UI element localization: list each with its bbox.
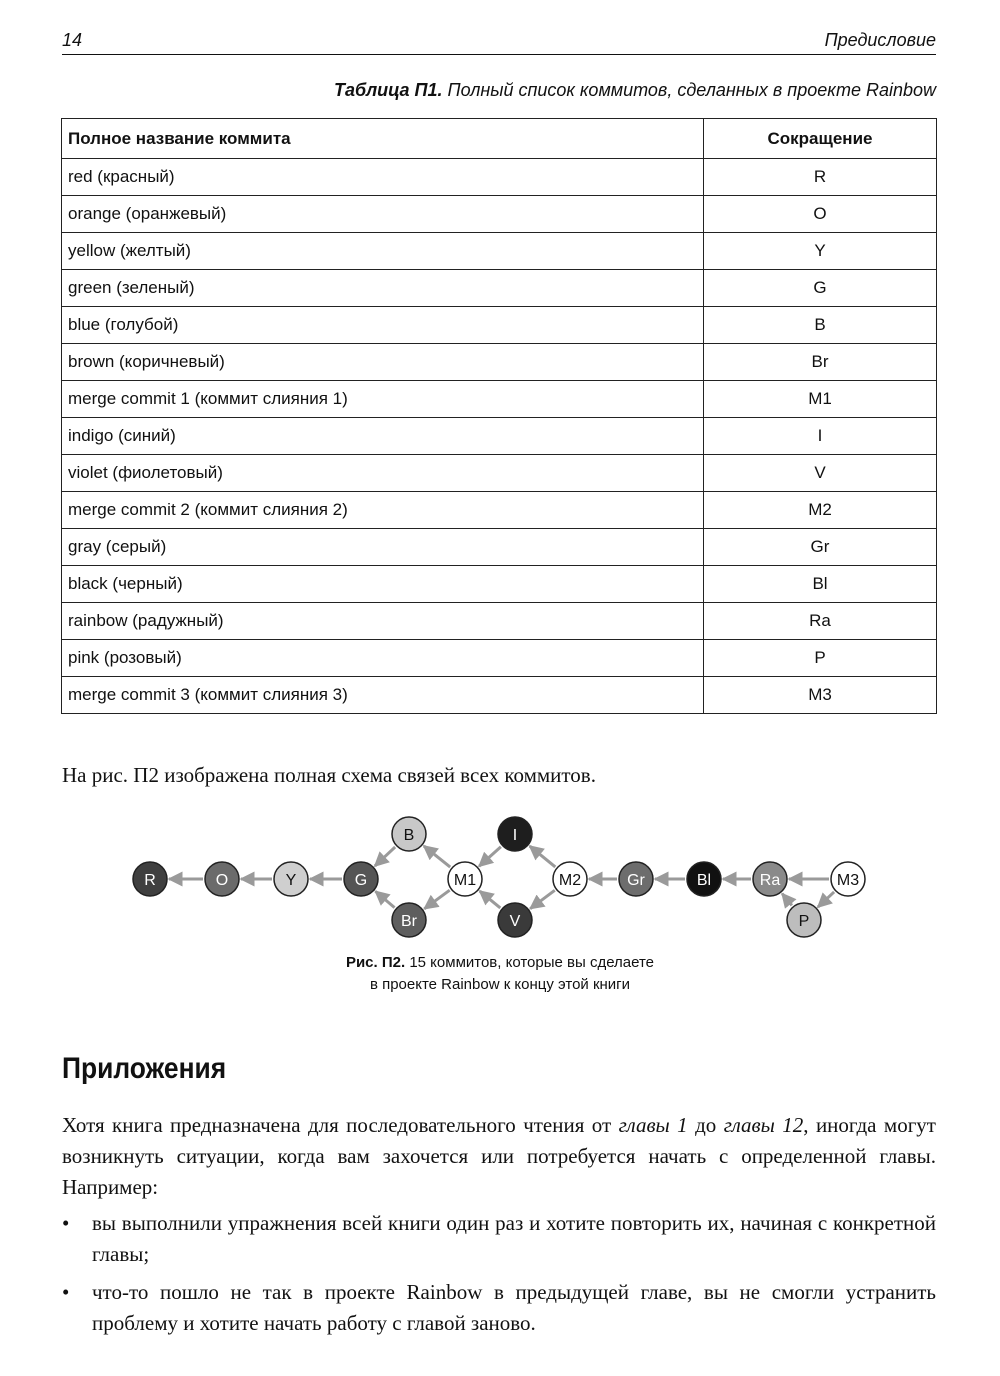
body-paragraph <box>62 1110 936 1203</box>
commit-abbreviation: O <box>704 196 937 233</box>
commit-node-label: V <box>509 913 521 930</box>
commit-abbreviation: R <box>704 159 937 196</box>
commit-abbreviation: Bl <box>704 566 937 603</box>
parent-edge-m1-b <box>424 846 450 867</box>
table-caption <box>334 80 936 101</box>
list-item-text: что-то пошло не так в проекте Rainbow в предыдущей главе, вы не смогли устранить проблему и хотите начать работу с главой заново. <box>92 1280 936 1335</box>
commit-node-label: Br <box>401 913 417 930</box>
commit-node-label: M3 <box>836 872 860 889</box>
commit-full-name: pink (розовый) <box>62 640 704 677</box>
parent-edge-m2-i <box>530 846 556 867</box>
list-item <box>62 1277 936 1339</box>
commit-abbreviation: Br <box>704 344 937 381</box>
commit-full-name: blue (голубой) <box>62 307 704 344</box>
commit-node-r <box>133 862 167 896</box>
commit-abbreviation: G <box>704 270 937 307</box>
commit-node-label: G <box>354 872 368 889</box>
figure-caption-text-1: 15 коммитов, которые вы сделаете <box>409 954 655 971</box>
commit-abbreviation: I <box>704 418 937 455</box>
running-head <box>62 28 936 55</box>
commit-full-name: orange (оранжевый) <box>62 196 704 233</box>
commit-node-br <box>392 903 426 937</box>
commit-full-name: brown (коричневый) <box>62 344 704 381</box>
bullet-marker: • <box>62 1280 70 1304</box>
commit-abbreviation: P <box>704 640 937 677</box>
parent-edge-i-m1 <box>479 847 501 867</box>
commit-node-bl <box>687 862 721 896</box>
commits-table <box>61 118 937 714</box>
table-row <box>62 455 937 492</box>
column-header-full-name: Полное название коммита <box>62 119 704 159</box>
commit-node-label: R <box>144 872 156 889</box>
commit-abbreviation: Gr <box>704 529 937 566</box>
commit-full-name: merge commit 1 (коммит слияния 1) <box>62 381 704 418</box>
figure-caption-label: Рис. П2. <box>345 954 406 971</box>
commit-abbreviation: V <box>704 455 937 492</box>
commit-full-name: gray (серый) <box>62 529 704 566</box>
commit-full-name: violet (фиолетовый) <box>62 455 704 492</box>
commit-node-label: P <box>798 913 810 930</box>
table-row <box>62 159 937 196</box>
table-row <box>62 603 937 640</box>
commit-abbreviation: Y <box>704 233 937 270</box>
body-text-part-3: , иногда могут возникнуть ситуации, когда вам захочется или потребуется начать с определенной главы. Например: <box>62 1113 936 1199</box>
table-row <box>62 233 937 270</box>
table-caption-label: Таблица П1. <box>334 80 443 100</box>
commit-node-b <box>392 817 426 851</box>
list-item <box>62 1208 936 1270</box>
list-item-text: вы выполнили упражнения всей книги один раз и хотите повторить их, начиная с конкретной главы; <box>92 1211 936 1266</box>
commit-node-label: Bl <box>696 872 712 889</box>
chapter-reference-2: главы 12 <box>723 1113 804 1137</box>
section-heading: Приложения <box>62 1052 227 1085</box>
bullet-marker: • <box>62 1211 70 1235</box>
commit-node-m3 <box>831 862 865 896</box>
parent-edge-m2-v <box>530 890 555 908</box>
commit-node-label: Y <box>285 872 297 889</box>
commit-node-g <box>344 862 378 896</box>
table-header-row <box>62 119 937 159</box>
commit-node-label: Ra <box>759 872 781 889</box>
commit-node-o <box>205 862 239 896</box>
commit-node-ra <box>753 862 787 896</box>
table-row <box>62 492 937 529</box>
commit-node-label: I <box>512 827 518 844</box>
commit-node-label: Gr <box>627 872 645 889</box>
commit-node-p <box>787 903 821 937</box>
commit-abbreviation: M3 <box>704 677 937 714</box>
commit-node-m1 <box>448 862 482 896</box>
parent-edge-br-g <box>375 891 394 907</box>
commit-node-label: O <box>215 872 229 889</box>
table-row <box>62 270 937 307</box>
table-row <box>62 640 937 677</box>
table-row <box>62 677 937 714</box>
commit-node-label: M2 <box>558 872 582 889</box>
chapter-reference-1: главы 1 <box>618 1113 688 1137</box>
bullet-list <box>62 1208 936 1346</box>
table-row <box>62 344 937 381</box>
commit-node-gr <box>619 862 653 896</box>
commit-node-label: M1 <box>453 872 477 889</box>
intro-paragraph: На рис. П2 изображена полная схема связей всех коммитов. <box>62 763 596 787</box>
figure-caption-line-1 <box>0 952 1000 974</box>
parent-edge-b-g <box>375 847 395 866</box>
figure-caption-line-2: в проекте Rainbow к концу этой книги <box>369 976 631 993</box>
body-text-part-2: до <box>687 1113 724 1137</box>
commit-full-name: merge commit 2 (коммит слияния 2) <box>62 492 704 529</box>
commit-node-m2 <box>553 862 587 896</box>
commit-full-name: rainbow (радужный) <box>62 603 704 640</box>
commit-abbreviation: M1 <box>704 381 937 418</box>
parent-edge-v-m1 <box>480 891 501 908</box>
figure-caption <box>0 952 1000 996</box>
page-number: 14 <box>62 30 83 50</box>
table-row <box>62 529 937 566</box>
commit-node-label: B <box>403 827 415 844</box>
body-text-part-1: Хотя книга предназначена для последовательного чтения от <box>62 1113 619 1137</box>
commit-full-name: merge commit 3 (коммит слияния 3) <box>62 677 704 714</box>
commit-abbreviation: Ra <box>704 603 937 640</box>
table-row <box>62 307 937 344</box>
table-row <box>62 418 937 455</box>
commit-node-i <box>498 817 532 851</box>
commit-full-name: red (красный) <box>62 159 704 196</box>
table-caption-text: Полный список коммитов, сделанных в проекте Rainbow <box>447 80 936 100</box>
parent-edge-m3-p <box>818 892 834 907</box>
commit-node-v <box>498 903 532 937</box>
commit-node-y <box>274 862 308 896</box>
commit-full-name: indigo (синий) <box>62 418 704 455</box>
commit-abbreviation: M2 <box>704 492 937 529</box>
parent-edge-p-ra <box>782 894 792 906</box>
commit-full-name: black (черный) <box>62 566 704 603</box>
table-row <box>62 566 937 603</box>
commit-full-name: yellow (желтый) <box>62 233 704 270</box>
table-row <box>62 381 937 418</box>
column-header-abbreviation: Сокращение <box>704 119 937 159</box>
table-body <box>62 159 937 714</box>
commit-graph-figure <box>0 812 1000 952</box>
commit-abbreviation: B <box>704 307 937 344</box>
parent-edge-m1-br <box>424 890 449 909</box>
table-row <box>62 196 937 233</box>
commit-full-name: green (зеленый) <box>62 270 704 307</box>
running-section-title: Предисловие <box>824 30 936 50</box>
